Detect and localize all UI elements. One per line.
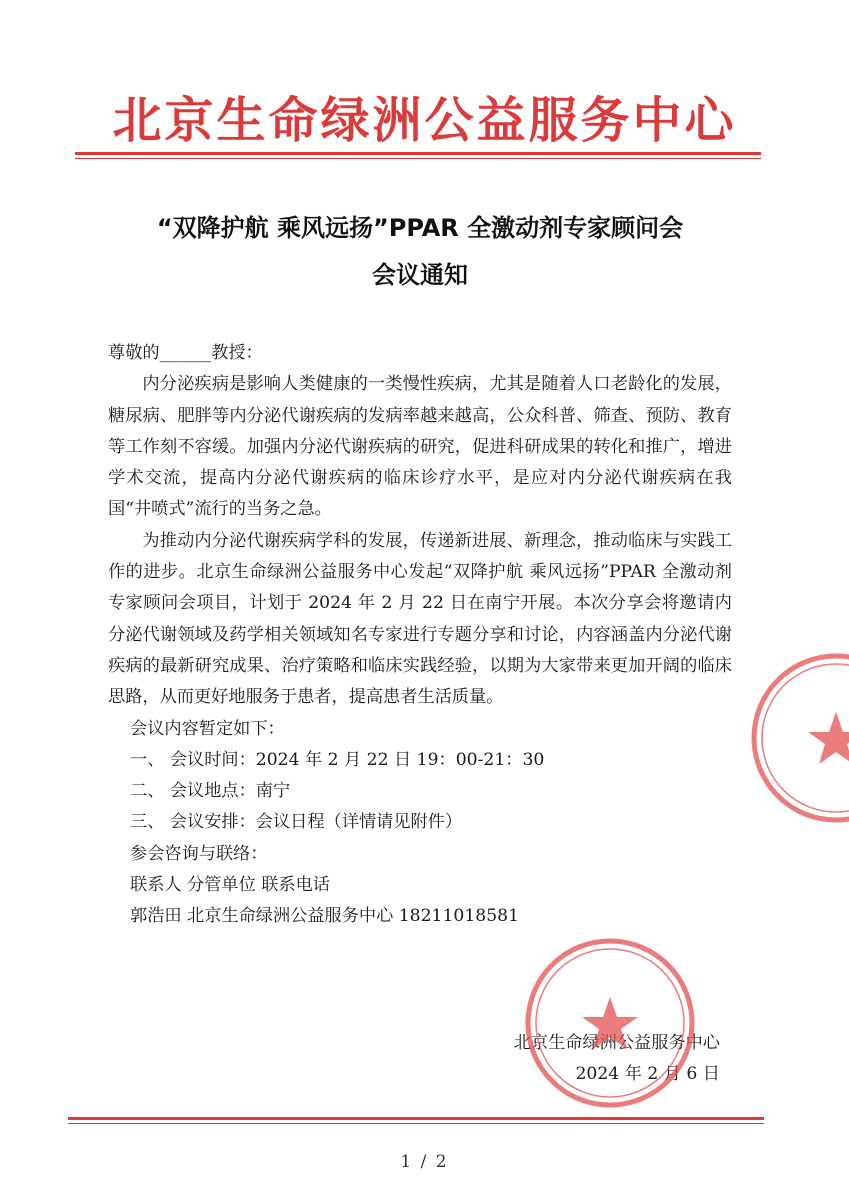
contact-heading: 参会咨询与联络： [130,843,268,864]
paragraph-project: 为推动内分泌代谢疾病学科的发展，传递新进展、新理念，推动临床与实践工作的进步。北京生命绿洲公益服务中心发起“双降护航 乘风远扬”PPAR 全激动剂专家顾问会项目，计划于 2024 年 2 月 22 日在南宁开展。本次分享会将邀请内分泌代谢领域及药学相关领域知名专家进行专题分享和讨论，内容涵盖内分泌代谢疾病的最新研究成果、治疗策略和临床实践经验，以期为大家带来更加开阔的临床思路，从而更好地服务于患者，提高患者生活质量。 [108,530,732,708]
agenda-intro: 会议内容暂定如下： [130,718,285,739]
contact-columns: 联系人 分管单位 联系电话 [130,875,330,896]
agenda-item-time: 一、 会议时间：2024 年 2 月 22 日 19：00-21：30 [130,749,545,770]
signature-org: 北京生命绿洲公益服务中心 [513,1033,720,1053]
signature-seal-stamp [522,935,698,1111]
footer-divider-thin [68,1123,764,1124]
signature-date: 2024 年 2 月 6 日 [575,1064,720,1084]
notice-body [108,338,732,933]
contact-row: 郭浩田 北京生命绿洲公益服务中心 18211018581 [130,906,520,927]
org-letterhead: 北京生命绿洲公益服务中心 [112,92,737,149]
official-seal-stamp [748,650,849,826]
notice-title: “双降护航 乘风远扬”PPAR 全激动剂专家顾问会 [156,214,684,242]
letterhead-divider-thin [75,158,761,159]
agenda-item-location: 二、 会议地点：南宁 [130,781,291,802]
paragraph-background: 内分泌疾病是影响人类健康的一类慢性疾病，尤其是随着人口老龄化的发展，糖尿病、肥胖等内分泌代谢疾病的发病率越来越高，公众科普、筛查、预防、教育等工作刻不容缓。加强内分泌代谢疾病的研究，促进科研成果的转化和推广，增进学术交流，提高内分泌代谢疾病的临床诊疗水平，是应对内分泌代谢疾病在我国“井喷式”流行的当务之急。 [108,374,732,520]
agenda-item-schedule: 三、 会议安排：会议日程（详情请见附件） [130,812,463,833]
notice-subtitle: 会议通知 [372,261,468,289]
salutation: 尊敬的______教授： [108,343,263,363]
footer-divider [68,1117,764,1120]
page-number: 1 / 2 [400,1152,449,1172]
letterhead-divider [75,152,761,155]
